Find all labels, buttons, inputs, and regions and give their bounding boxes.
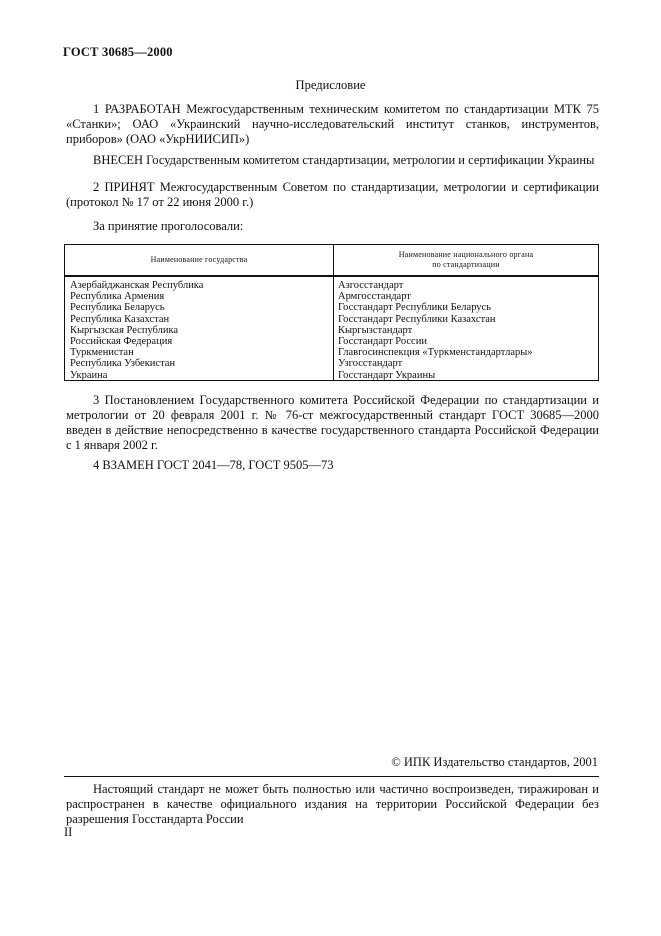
table-header-row (65, 245, 598, 277)
column-header-state: Наименование государства (150, 255, 248, 264)
copyright-line: © ИПК Издательство стандартов, 2001 (391, 755, 598, 769)
column-divider (333, 245, 334, 380)
column-header-national-body (334, 245, 598, 275)
table-cell-national-body: Госстандарт Украины (338, 369, 436, 381)
table-cell-national-body: Азгосстандарт (338, 280, 404, 291)
table-cell-state: Республика Узбекистан (70, 358, 176, 370)
preface-title: Предисловие (295, 78, 366, 92)
page-number: II (64, 825, 73, 839)
reproduction-notice: Настоящий стандарт не может быть полностью или частично воспроизведен, тиражирован и распространен в качестве официального издания на территории Российской Федерации без разрешения Госстандарта России (66, 782, 599, 826)
column-header-national-body-line1: Наименование национального органа (398, 250, 534, 259)
table-cell-state: Республика Казахстан (70, 313, 170, 325)
table-cell-national-body: Госстандарт Республики Казахстан (338, 313, 496, 325)
table-cell-national-body: Узгосстандарт (338, 358, 403, 370)
national-bodies-column (338, 280, 596, 381)
paragraph-enacted-by: 3 Постановлением Государственного комитета Российской Федерации по стандартизации и метрологии от 20 февраля 2001 г. № 76-ст межгосударственный стандарт ГОСТ 30685—2000 введен в действие непосредственно в качестве государственного стандарта Российской Федерации с 1 января 2002 г. (66, 393, 599, 452)
table-cell-state: Азербайджанская Республика (70, 280, 204, 291)
paragraph-developed-by: 1 РАЗРАБОТАН Межгосударственным техническим комитетом по стандартизации МТК 75 «Станки»; ОАО «Украинский научно-исследовательский институт станков, инструментов, приборов» (ОАО «УкрНИИСИП») (66, 102, 599, 146)
paragraph-replaces: 4 ВЗАМЕН ГОСТ 2041—78, ГОСТ 9505—73 (93, 458, 334, 472)
table-cell-state: Республика Беларусь (70, 302, 165, 314)
table-cell-national-body: Госстандарт Республики Беларусь (338, 302, 492, 314)
table-cell-state: Республика Армения (70, 291, 165, 303)
states-column (70, 280, 328, 381)
voting-states-table (64, 244, 599, 381)
paragraph-submitted-by: ВНЕСЕН Государственным комитетом стандартизации, метрологии и сертификации Украины (93, 153, 595, 167)
column-header-national-body-line2: по стандартизации (432, 260, 500, 269)
table-cell-national-body: Кыргызстандарт (338, 324, 413, 336)
table-cell-national-body: Госстандарт России (338, 336, 427, 348)
table-cell-state: Кыргызская Республика (70, 324, 179, 336)
paragraph-adopted-by: 2 ПРИНЯТ Межгосударственным Советом по стандартизации, метрологии и сертификации (протокол № 17 от 22 июня 2000 г.) (66, 180, 599, 209)
divider-line (64, 776, 599, 777)
table-cell-national-body: Армгосстандарт (338, 291, 411, 303)
paragraph-voted-for: За принятие проголосовали: (93, 219, 244, 233)
document-designation: ГОСТ 30685—2000 (63, 45, 173, 59)
table-cell-state: Российская Федерация (70, 336, 173, 348)
table-cell-national-body: Главгосинспекция «Туркменстандартлары» (338, 347, 533, 359)
table-cell-state: Украина (70, 369, 108, 381)
table-cell-state: Туркменистан (70, 347, 134, 359)
